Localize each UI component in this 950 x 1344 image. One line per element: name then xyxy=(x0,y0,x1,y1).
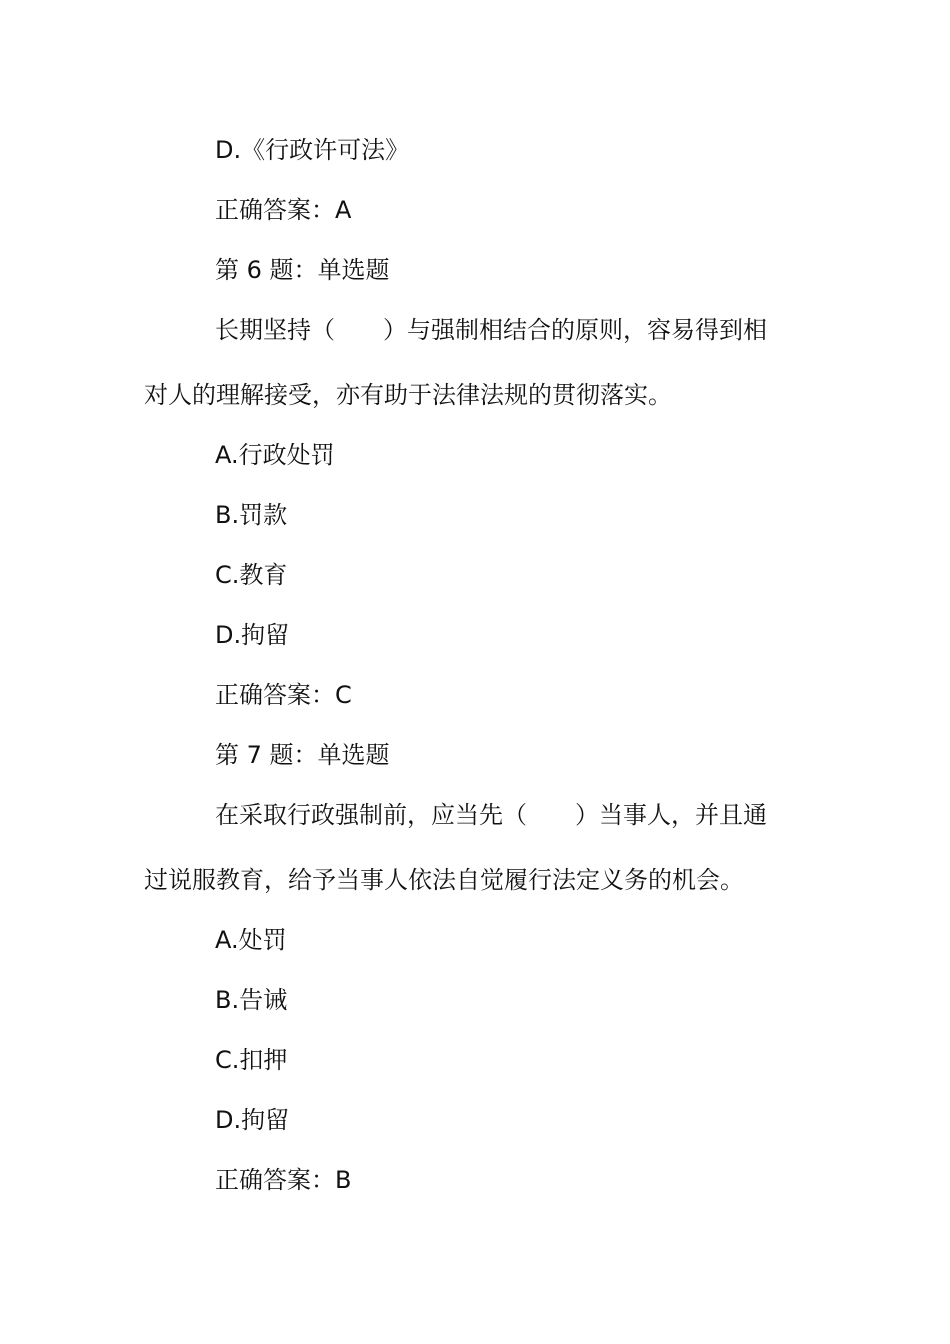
q6-stem-line2: 对人的理解接受，亦有助于法律法规的贯彻落实。 xyxy=(144,381,672,409)
q6-option-c: C.教育 xyxy=(215,561,288,589)
q6-header: 第 6 题：单选题 xyxy=(215,256,390,284)
q6-option-b: B.罚款 xyxy=(215,501,288,529)
q7-option-a: A.处罚 xyxy=(215,926,287,954)
q7-stem-line2: 过说服教育，给予当事人依法自觉履行法定义务的机会。 xyxy=(144,866,744,894)
q5-answer: 正确答案：A xyxy=(215,196,352,224)
q7-header: 第 7 题：单选题 xyxy=(215,741,390,769)
q6-option-a: A.行政处罚 xyxy=(215,441,335,469)
q7-option-d: D.拘留 xyxy=(215,1106,290,1134)
q5-option-d: D.《行政许可法》 xyxy=(215,136,410,164)
q7-option-b: B.告诫 xyxy=(215,986,288,1014)
q6-stem-line1: 长期坚持（ ）与强制相结合的原则，容易得到相 xyxy=(215,316,767,344)
q7-answer: 正确答案：B xyxy=(215,1166,352,1194)
q6-option-d: D.拘留 xyxy=(215,621,290,649)
q6-answer: 正确答案：C xyxy=(215,681,352,709)
q7-option-c: C.扣押 xyxy=(215,1046,288,1074)
q7-stem-line1: 在采取行政强制前，应当先（ ）当事人，并且通 xyxy=(215,801,767,829)
